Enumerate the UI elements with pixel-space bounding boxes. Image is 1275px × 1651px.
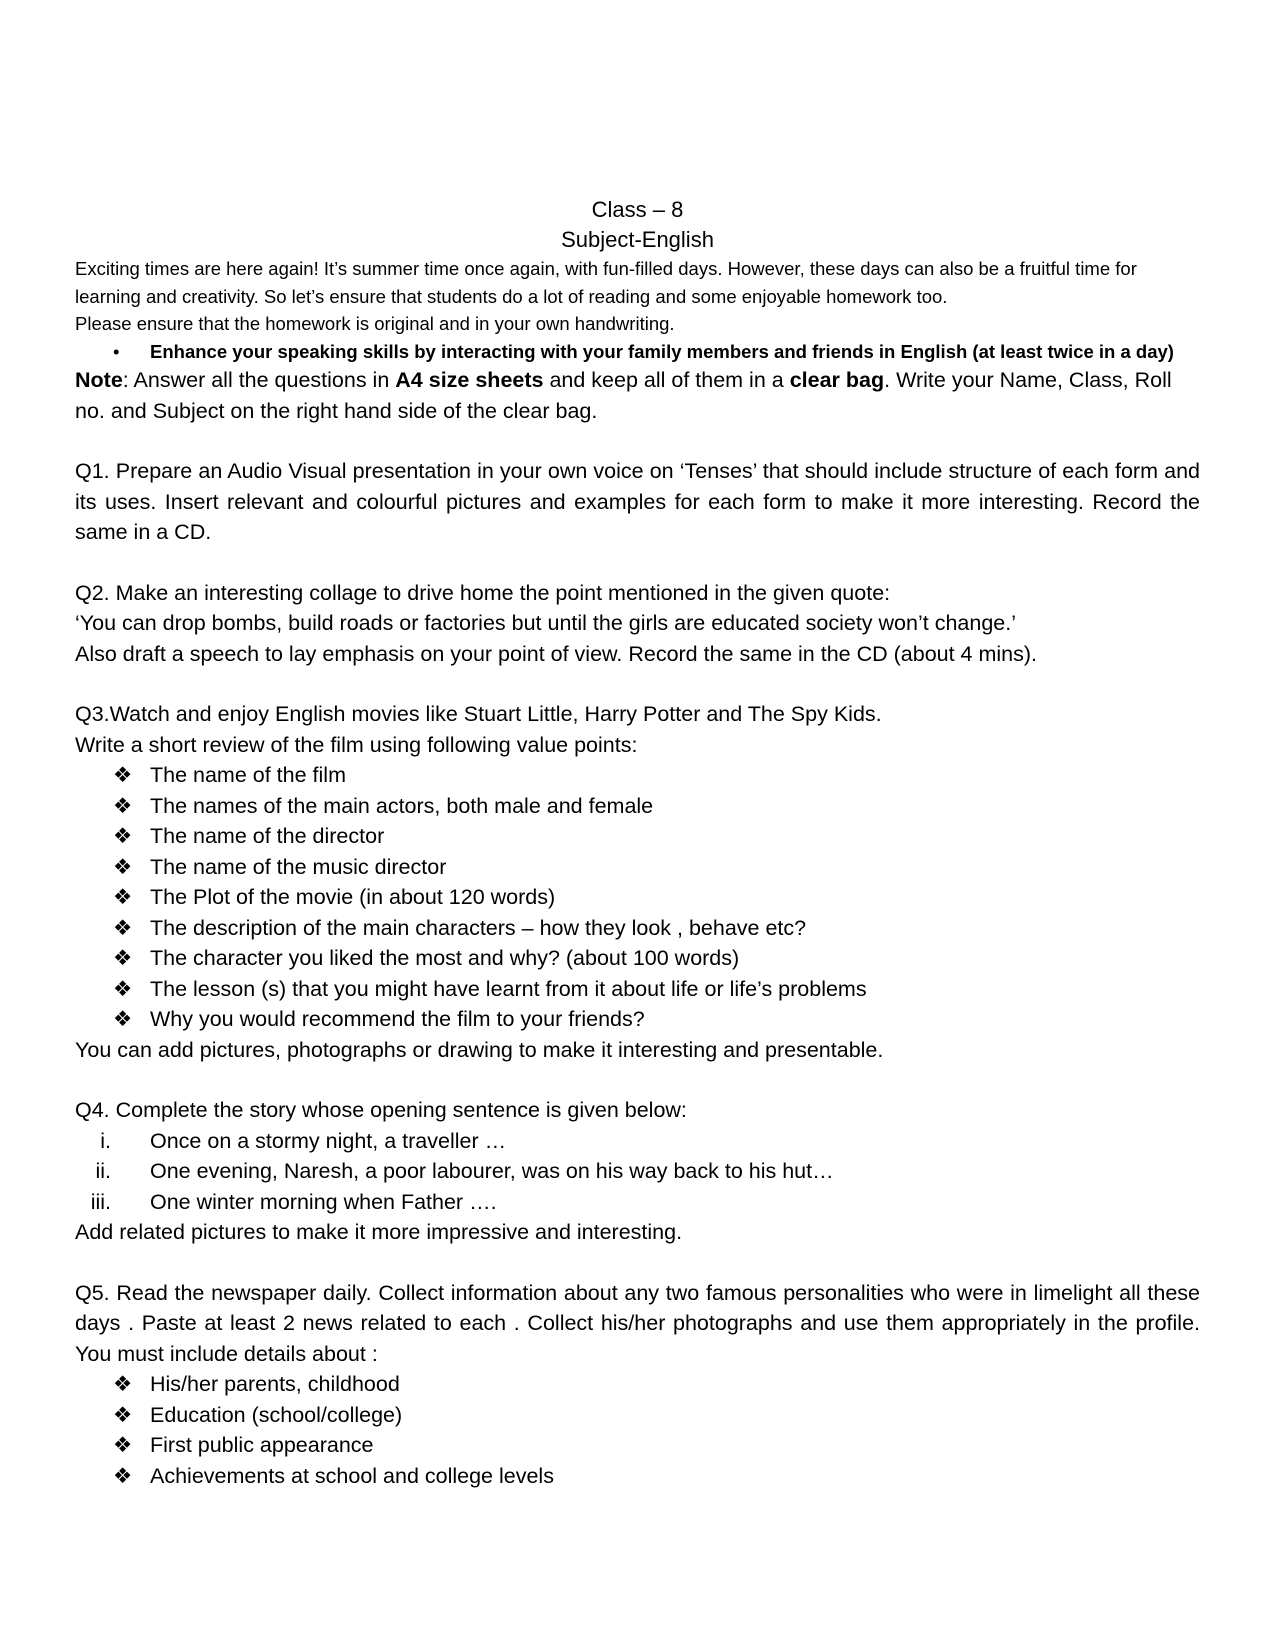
review-points-list [75,760,1200,1035]
question-4: Q4. Complete the story whose opening sentence is given below: i. Once on a stormy night, a traveller … ii. One evening, Naresh, a poor labourer, was on his way back to his hut… iii. One winter morning when Father …. Add related pictures to make it more impressive and interesting. [75,1095,1200,1248]
four-diamond-icon: ❖ [113,824,133,848]
list-item: ❖ The character you liked the most and why? (about 100 words) [75,943,1200,974]
class-heading: Class – 8 [591,197,684,222]
question-3: Q3.Watch and enjoy English movies like Stuart Little, Harry Potter and The Spy Kids. Write a short review of the film using following value points: ❖ The name of the film ❖ The names of the main actors, both male and female ❖ The name of the director ❖ The name of the music director ❖ The Plot of the movie (in about 120 words) ❖ The description of the main characters – how they look , behave etc? ❖ The character you liked the most and why? (about 100 words) ❖ The lesson (s) that you might have learnt from it about life or life’s problems ❖ Why you would recommend the film to your friends? You can add pictures, photographs or drawing to make it interesting and presentable. [75,699,1200,1065]
question-1: Q1. Prepare an Audio Visual presentation in your own voice on ‘Tenses’ that should include structure of each form and its uses. Insert relevant and colourful pictures and examples for each form to make it more interesting. Record the same in a CD. [75,459,1200,544]
list-item: ❖ The description of the main characters – how they look , behave etc? [75,913,1200,944]
intro-paragraph: Exciting times are here again! It’s summer time once again, with fun-filled days. However, these days can also be a fruitful time for learning and creativity. So let’s ensure that students do a lot of reading and some enjoyable homework too. [75,258,1137,307]
list-item: ❖ The name of the director [75,821,1200,852]
list-item: ❖ Why you would recommend the film to your friends? [75,1004,1200,1035]
question-2: Q2. Make an interesting collage to drive home the point mentioned in the given quote: ‘You can drop bombs, build roads or factories but until the girls are educated society won’t change.’ Also draft a speech to lay emphasis on your point of view. Record the same in the CD (about 4 mins). [75,578,1200,670]
four-diamond-icon: ❖ [113,793,133,818]
list-item: ❖ First public appearance [75,1430,1200,1461]
four-diamond-icon: ❖ [113,1402,133,1427]
four-diamond-icon: ❖ [113,976,133,1001]
list-item: ii. One evening, Naresh, a poor labourer, was on his way back to his hut… [95,1159,834,1183]
four-diamond-icon: ❖ [113,1433,133,1457]
four-diamond-icon: ❖ [113,1463,133,1488]
four-diamond-icon: ❖ [113,1007,133,1031]
story-openings-list [75,1126,1200,1218]
list-item: ❖ Achievements at school and college levels [75,1461,1200,1492]
question-5: Q5. Read the newspaper daily. Collect information about any two famous personalities who were in limelight all these days . Paste at least 2 news related to each . Collect his/her photographs and use them appropriately in the profile. You must include details about : ❖ His/her parents, childhood ❖ Education (school/college) ❖ First public appearance ❖ Achievements at school and college levels [75,1278,1200,1492]
four-diamond-icon: ❖ [113,885,133,909]
list-item: ❖ The lesson (s) that you might have learnt from it about life or life’s problems [75,974,1200,1005]
list-item: ❖ The Plot of the movie (in about 120 words) [75,882,1200,913]
originality-note: Please ensure that the homework is original and in your own handwriting. [75,313,675,334]
document-page [75,195,1200,1491]
list-item: ❖ The name of the film [75,760,1200,791]
list-item: ❖ The names of the main actors, both male and female [75,791,1200,822]
profile-details-list [75,1369,1200,1491]
list-item: ❖ The name of the music director [75,852,1200,883]
list-item: ❖ Education (school/college) [75,1400,1200,1431]
four-diamond-icon: ❖ [113,763,133,787]
note-paragraph: Note: Answer all the questions in A4 size sheets and keep all of them in a clear bag. Write your Name, Class, Roll no. and Subject on the right hand side of the clear bag. [75,368,1172,423]
list-item: ❖ His/her parents, childhood [75,1369,1200,1400]
quote: ‘You can drop bombs, build roads or factories but until the girls are educated society won’t change.’ [75,611,1016,635]
speaking-skills-bullet: • Enhance your speaking skills by interacting with your family members and friends in English (at least twice in a day) [75,338,1200,366]
four-diamond-icon: ❖ [113,915,133,940]
bullet-dot-icon: • [113,340,120,362]
four-diamond-icon: ❖ [113,946,133,970]
subject-heading: Subject-English [561,227,714,252]
list-item: i. Once on a stormy night, a traveller … [100,1128,507,1153]
four-diamond-icon: ❖ [113,854,133,879]
list-item: iii. One winter morning when Father …. [90,1189,497,1214]
four-diamond-icon: ❖ [113,1372,133,1396]
